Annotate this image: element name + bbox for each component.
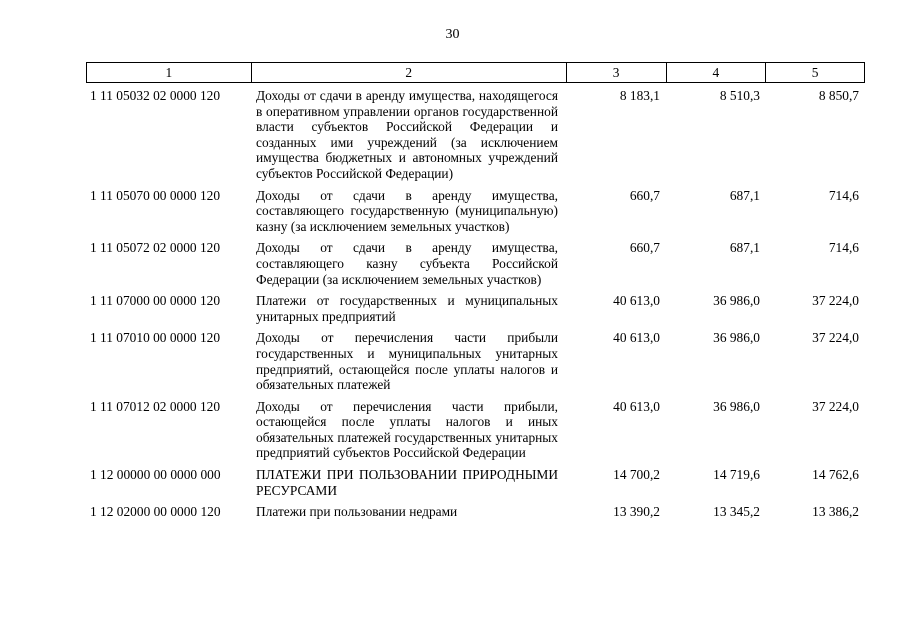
value-col-4: 36 986,0 [713,398,760,414]
table-row [86,399,865,461]
value-col-4: 687,1 [729,187,760,203]
income-name: Доходы от сдачи в аренду имущества, составляющего государственную (муниципальную) казну (за исключением земельных участков) [256,187,558,234]
value-col-4: 36 986,0 [713,293,760,309]
budget-code: 1 12 02000 00 0000 120 [90,504,221,520]
income-name: Платежи при пользовании недрами [256,504,458,520]
value-col-5: 14 762,6 [812,467,859,483]
value-col-5: 714,6 [828,187,859,203]
budget-code: 1 11 07010 00 0000 120 [90,330,221,346]
header-col-4: 4 [666,63,766,82]
table-row [86,293,865,324]
value-col-5: 13 386,2 [812,504,859,520]
value-col-3: 40 613,0 [613,293,660,309]
budget-code: 1 12 00000 00 0000 000 [90,467,221,483]
value-col-4: 14 719,6 [713,467,760,483]
table-row [86,240,865,287]
value-col-3: 14 700,2 [613,467,660,483]
value-col-3: 660,7 [629,240,660,256]
value-col-4: 8 510,3 [719,88,760,103]
value-col-3: 13 390,2 [613,504,660,520]
budget-code: 1 11 05032 02 0000 120 [90,88,221,103]
income-name: Доходы от перечисления части прибыли государственных и муниципальных унитарных предприятий, остающейся после уплаты налогов и обязательных платежей [256,330,558,393]
value-col-5: 37 224,0 [812,398,859,414]
table-row [86,88,865,182]
value-col-5: 37 224,0 [812,330,859,346]
budget-code: 1 11 05072 02 0000 120 [90,240,221,256]
value-col-3: 660,7 [629,187,660,203]
value-col-3: 8 183,1 [619,88,660,103]
budget-code: 1 11 05070 00 0000 120 [90,187,221,203]
income-name: Доходы от перечисления части прибыли, остающейся после уплаты налогов и иных обязательных платежей государственных унитарных предприятий субъектов Российской Федерации [256,398,558,461]
header-col-3: 3 [566,63,666,82]
header-col-1: 1 [165,65,173,80]
budget-code: 1 11 07012 02 0000 120 [90,398,221,414]
value-col-4: 36 986,0 [713,330,760,346]
page-number: 30 [445,27,460,42]
header-col-5: 5 [765,63,864,82]
value-col-5: 714,6 [828,240,859,256]
table-header [86,62,865,83]
income-name: Платежи от государственных и муниципальных унитарных предприятий [256,293,558,324]
income-name: Доходы от сдачи в аренду имущества, составляющего казну субъекта Российской Федерации (за исключением земельных участков) [256,240,558,287]
budget-code: 1 11 07000 00 0000 120 [90,293,221,309]
income-name: ПЛАТЕЖИ ПРИ ПОЛЬЗОВАНИИ ПРИРОДНЫМИ РЕСУРСАМИ [256,467,558,498]
table-row [86,330,865,392]
income-name: Доходы от сдачи в аренду имущества, находящегося в оперативном управлении органов государственной власти субъектов Российской Федерации и созданных ими учреждений (за исключением имущества бюджетных и автономных учреждений субъектов Российской Федерации) [256,88,558,181]
table-row [86,188,865,235]
table-row [86,467,865,498]
table-body [86,88,865,526]
value-col-4: 13 345,2 [713,504,760,520]
value-col-5: 37 224,0 [812,293,859,309]
header-col-2: 2 [251,63,566,82]
table-row [86,504,865,520]
value-col-3: 40 613,0 [613,398,660,414]
value-col-5: 8 850,7 [818,88,859,103]
value-col-4: 687,1 [729,240,760,256]
value-col-3: 40 613,0 [613,330,660,346]
